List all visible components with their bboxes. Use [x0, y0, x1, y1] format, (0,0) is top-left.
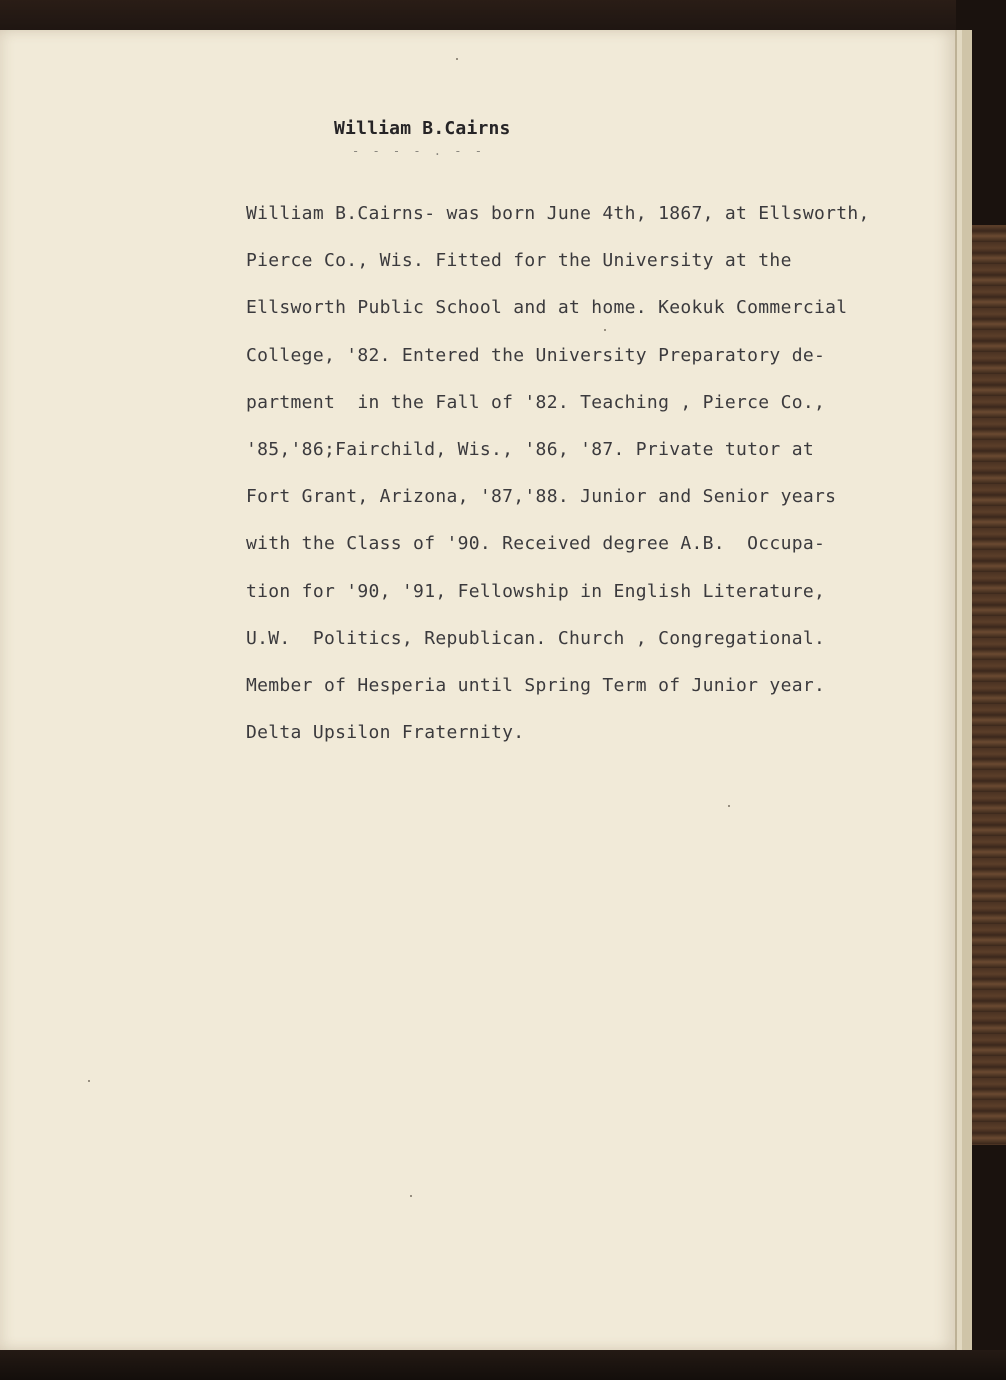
biography-text [246, 190, 946, 756]
text-line: partment in the Fall of '82. Teaching , Pierce Co., [246, 391, 826, 413]
text-line: Fort Grant, Arizona, '87,'88. Junior and Senior years [246, 486, 837, 508]
text-line: '85,'86;Fairchild, Wis., '86, '87. Private tutor at [246, 438, 814, 460]
text-line: Pierce Co., Wis. Fitted for the University at the [246, 250, 792, 272]
text-line: U.W. Politics, Republican. Church , Congregational. [246, 627, 826, 649]
document-page [0, 30, 955, 1350]
paper-speck [456, 58, 458, 60]
text-line: Ellsworth Public School and at home. Keokuk Commercial [246, 297, 848, 319]
title-underline: - - - - . - - [352, 144, 485, 158]
text-line: Delta Upsilon Fraternity. [246, 722, 525, 744]
binding-bottom-edge [0, 1350, 1006, 1380]
paper-speck [88, 1080, 90, 1082]
document-title: William B.Cairns [334, 118, 511, 139]
text-line: William B.Cairns- was born June 4th, 1867, at Ellsworth, [246, 203, 870, 224]
text-line: tion for '90, '91, Fellowship in English Literature, [246, 580, 826, 602]
text-line: with the Class of '90. Received degree A.B. Occupa- [246, 533, 826, 555]
page-stack-edge [957, 30, 962, 1352]
page-stack-edge [962, 30, 972, 1352]
binding-top-edge [0, 0, 1006, 30]
text-line: College, '82. Entered the University Preparatory de- [246, 344, 826, 366]
text-line: Member of Hesperia until Spring Term of Junior year. [246, 674, 826, 696]
paper-speck [728, 805, 730, 807]
paper-speck [410, 1195, 412, 1197]
paper-speck [604, 329, 606, 331]
